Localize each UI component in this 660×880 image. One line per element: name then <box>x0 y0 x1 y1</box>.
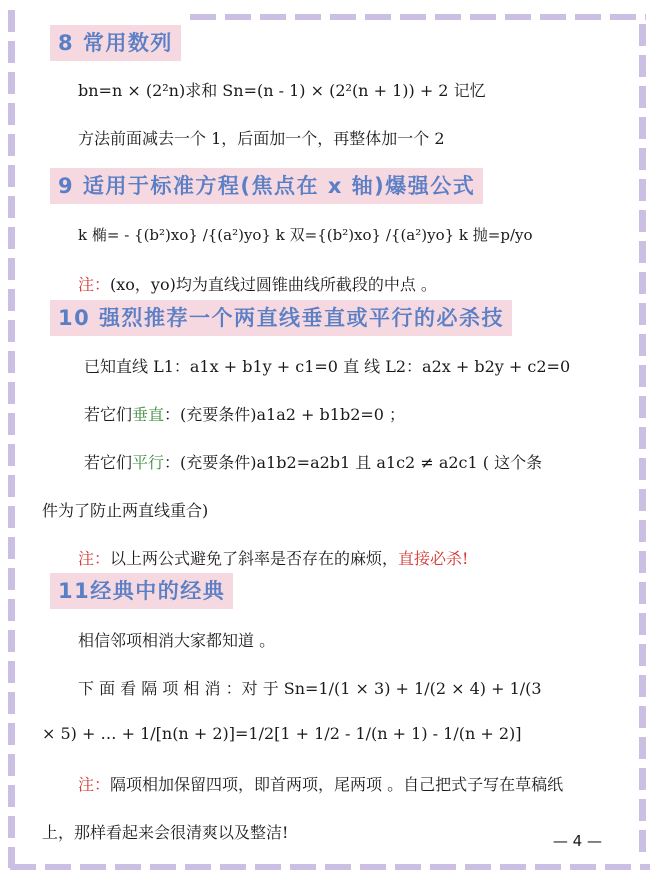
section-10-perpendicular <box>84 402 405 425</box>
note-text: 隔项相加保留四项，即首两项，尾两项 。自己把式子写在草稿纸 <box>110 775 564 794</box>
section-10-lines-definition: 已知直线 L1：a1x + b1y + c1=0 直 线 L2：a2x + b2y + c2=0 <box>84 357 571 376</box>
frame-left-border <box>8 10 15 868</box>
section-11-formula-line-2: × 5) + … + 1/[n(n + 2)]=1/2[1 + 1/2 - 1/(n + 1) - 1/(n + 2)] <box>42 724 522 743</box>
section-11-intro: 相信邻项相消大家都知道 。 <box>78 631 276 650</box>
section-8-heading: 8 常用数列 <box>50 25 181 61</box>
section-9-formula: k 椭= - {(b²)xo} /{(a²)yo} k 双={(b²)xo} /{(a²)yo} k 抛=p/yo <box>78 226 533 244</box>
section-8-method: 方法前面减去一个 1，后面加一个，再整体加一个 2 <box>78 129 445 148</box>
frame-right-border <box>639 24 646 854</box>
section-11-note <box>78 772 563 795</box>
section-10-parallel <box>84 450 542 473</box>
para-prefix: 若它们 <box>84 453 133 472</box>
section-8-formula: bn=n × (2²n)求和 Sn=(n - 1) × (2²(n + 1)) + 2 记忆 <box>78 81 486 100</box>
note-label: 注： <box>78 775 111 794</box>
section-9-note <box>78 272 437 295</box>
section-11-formula-line-1: 下 面 看 隔 项 相 消 ：对 于 Sn=1/(1 × 3) + 1/(2 × 4) + 1/(3 <box>78 679 542 698</box>
para-word: 平行 <box>132 453 165 472</box>
page-number: — 4 — <box>552 832 602 850</box>
note-text: (xo，yo)均为直线过圆锥曲线所截段的中点 。 <box>110 275 437 294</box>
perp-suffix: ：(充要条件)a1a2 + b1b2=0 ； <box>164 405 406 424</box>
section-11-note-continued: 上，那样看起来会很清爽以及整洁! <box>42 823 289 842</box>
note-label: 注： <box>78 549 111 568</box>
note-text: 以上两公式避免了斜率是否存在的麻烦， <box>110 549 399 568</box>
para-suffix: ：(充要条件)a1b2=a2b1 且 a1c2 ≠ a2c1 ( 这个条 <box>164 453 543 472</box>
section-9-heading: 9 适用于标准方程(焦点在 x 轴)爆强公式 <box>50 168 483 204</box>
section-10-parallel-continued: 件为了防止两直线重合) <box>42 501 209 520</box>
section-10-note <box>78 546 468 569</box>
frame-top-border <box>190 14 646 20</box>
note-label: 注： <box>78 275 111 294</box>
section-11-heading: 11经典中的经典 <box>50 573 233 609</box>
perp-word: 垂直 <box>132 405 165 424</box>
section-10-heading: 10 强烈推荐一个两直线垂直或平行的必杀技 <box>50 300 512 336</box>
perp-prefix: 若它们 <box>84 405 133 424</box>
note-emphasis: 直接必杀! <box>398 549 469 568</box>
frame-bottom-border <box>10 864 650 870</box>
